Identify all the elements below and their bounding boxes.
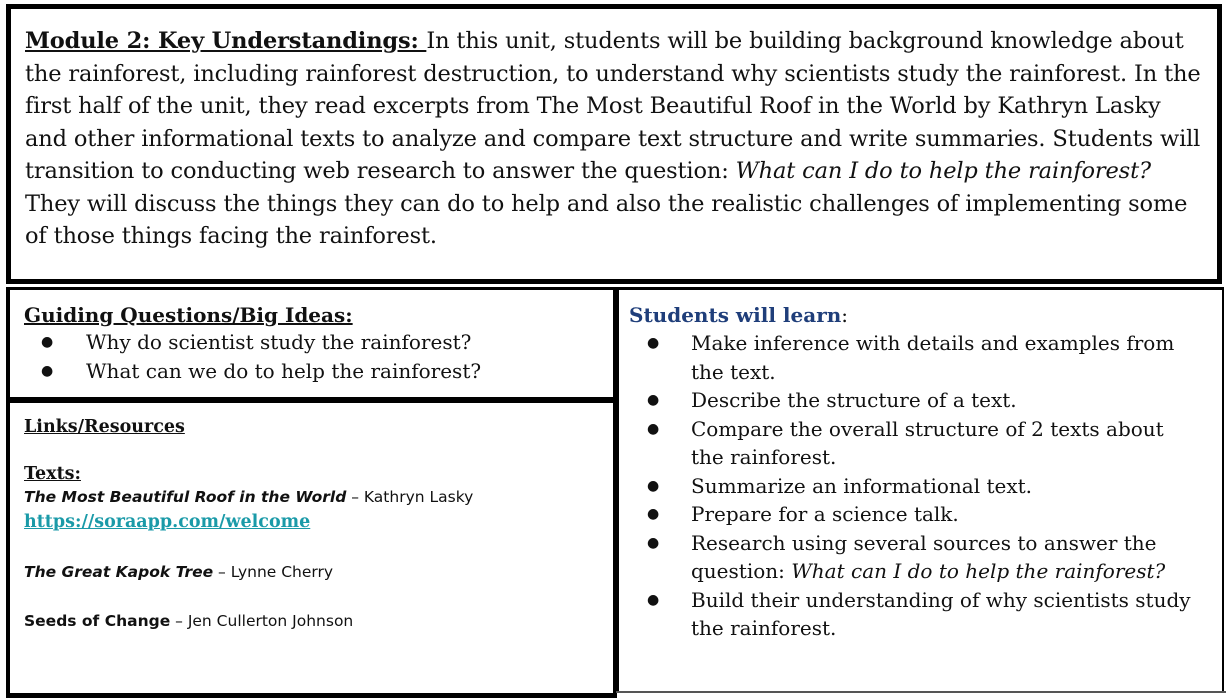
reference-item [24, 560, 613, 585]
list-item [629, 329, 1222, 386]
key-understandings-text-1: In this unit, students will be building background knowledge about the rainforest, including rainforest destruction, to understand why scientists study the rainforest. In the first half of the unit, they read excerpts from The Most Beautiful Roof in the World by Kathryn Lasky and other informational texts to analyze and compare text structure and write summaries. Students will transition to conducting web research to answer the question: [25, 28, 1201, 184]
book-title: Seeds of Change [24, 612, 171, 630]
research-question: What can I do to help the rainforest? [791, 559, 1166, 583]
list-item-text: Describe the structure of a text. [691, 388, 1017, 412]
list-item-text: Prepare for a science talk. [691, 502, 959, 526]
list-item [629, 586, 1222, 643]
key-understandings-question: What can I do to help the rainforest? [735, 158, 1151, 184]
list-item-text: What can we do to help the rainforest? [86, 359, 482, 383]
list-item-text: Make inference with details and examples from the text. [691, 331, 1175, 384]
list-item [629, 529, 1222, 586]
list-item [629, 386, 1222, 415]
key-understandings-heading: Module 2: Key Understandings: [25, 28, 427, 54]
book-author: – Lynne Cherry [213, 563, 334, 581]
list-item-text: Build their understanding of why scientists study the rainforest. [691, 587, 1191, 640]
book-author: – Jen Cullerton Johnson [170, 612, 354, 630]
divider [616, 691, 1226, 698]
reference-item [24, 609, 613, 634]
key-understandings-text-2: They will discuss the things they can do to help and also the realistic challenges of implementing some of those things facing the rainforest. [25, 190, 1188, 249]
book-title: The Most Beautiful Roof in the World [24, 488, 347, 506]
list-item-text: Summarize an informational text. [691, 473, 1033, 498]
list-item [629, 415, 1222, 472]
bullet-icon: ● [647, 591, 660, 608]
bullet-icon: ● [647, 335, 660, 351]
bullet-icon: ● [41, 334, 54, 350]
sora-link[interactable]: https://soraapp.com/welcome [24, 512, 311, 532]
title-colon: : [841, 303, 849, 327]
bullet-icon: ● [647, 477, 660, 494]
guiding-questions-list [24, 328, 613, 386]
key-understandings-box [6, 4, 1222, 284]
list-item [629, 500, 1222, 529]
list-item [24, 357, 613, 386]
guiding-questions-box [6, 287, 617, 401]
list-item [24, 328, 613, 357]
learning-goals-list [629, 329, 1222, 643]
students-will-learn-title [629, 301, 1222, 329]
list-item-text: Why do scientist study the rainforest? [86, 330, 472, 354]
book-author: – Kathryn Lasky [346, 488, 474, 506]
bullet-icon: ● [647, 534, 660, 551]
links-resources-box [6, 399, 617, 698]
texts-title: Texts: [24, 464, 81, 484]
guiding-questions-title: Guiding Questions/Big Ideas: [24, 303, 353, 327]
students-will-learn-heading: Students will learn [629, 303, 842, 327]
bullet-icon: ● [647, 420, 660, 437]
bullet-icon: ● [647, 506, 660, 522]
book-title: The Great Kapok Tree [24, 563, 214, 581]
list-item-text: Research using several sources to answer the question: [691, 530, 1157, 583]
students-will-learn-box [616, 287, 1224, 693]
list-item [629, 472, 1222, 501]
bullet-icon: ● [647, 392, 660, 408]
reference-item [24, 485, 613, 510]
bullet-icon: ● [41, 363, 54, 379]
links-resources-title: Links/Resources [24, 417, 185, 437]
list-item-text: Compare the overall structure of 2 texts about the rainforest. [691, 416, 1164, 469]
